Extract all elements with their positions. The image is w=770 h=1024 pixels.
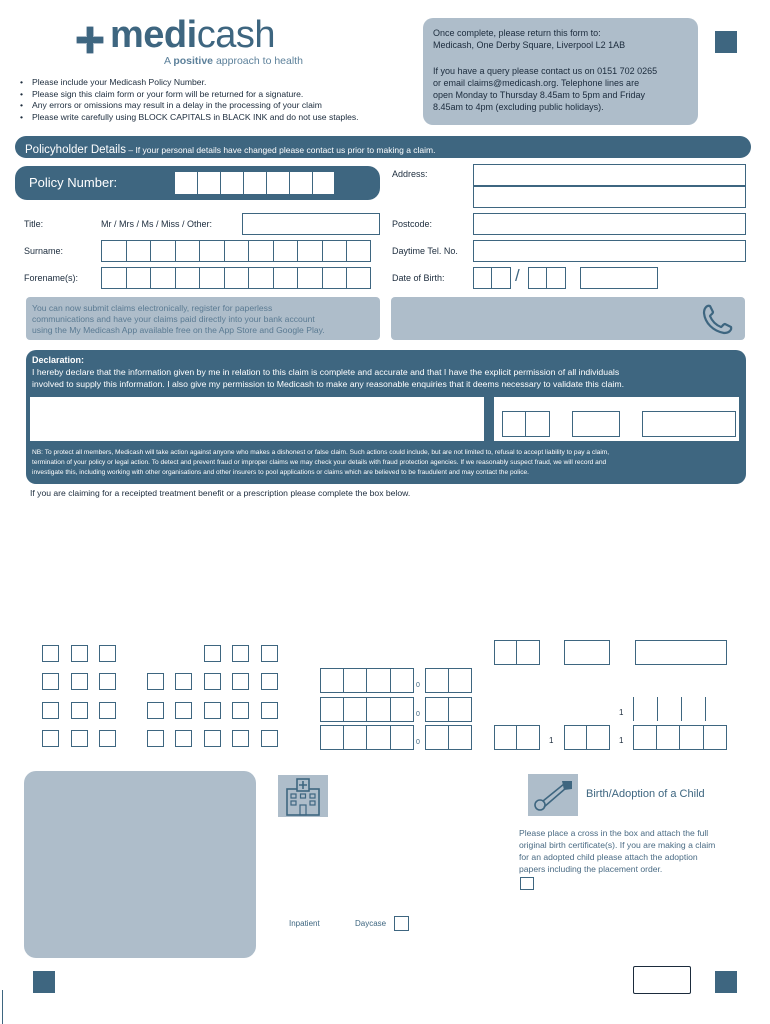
- address-input-line2[interactable]: [473, 186, 746, 208]
- treatment-checkbox[interactable]: [147, 730, 164, 747]
- row-date-month[interactable]: [564, 725, 610, 750]
- treatment-checkbox[interactable]: [175, 702, 192, 719]
- dob-year-input[interactable]: [580, 267, 658, 289]
- amount-pence-input[interactable]: [425, 668, 472, 693]
- postcode-input[interactable]: [473, 213, 746, 235]
- safety-pin-icon: [528, 774, 578, 816]
- brand-name-bold: medi: [110, 14, 197, 56]
- treatment-checkbox[interactable]: [261, 702, 278, 719]
- treatment-checkbox[interactable]: [99, 673, 116, 690]
- divider-line: [681, 697, 682, 721]
- dob-label: Date of Birth:: [392, 273, 445, 283]
- treatment-checkbox[interactable]: [261, 730, 278, 747]
- treatment-checkbox[interactable]: [204, 702, 221, 719]
- address-input-line1[interactable]: [473, 164, 746, 186]
- surname-label: Surname:: [24, 246, 64, 256]
- treatment-checkbox[interactable]: [232, 702, 249, 719]
- treatment-checkbox[interactable]: [204, 673, 221, 690]
- address-label: Address:: [392, 169, 428, 179]
- treatment-checkbox[interactable]: [175, 673, 192, 690]
- instruction-item: • Please include your Medicash Policy Number.: [20, 77, 359, 89]
- amount-input[interactable]: [320, 668, 414, 693]
- declaration-text: I hereby declare that the information given by me in relation to this claim is complete and accurate and that I have the explicit permission of all individuals: [32, 367, 620, 377]
- declaration-heading: Declaration:: [32, 355, 85, 365]
- title-options: Mr / Mrs / Ms / Miss / Other:: [101, 219, 212, 229]
- forenames-label: Forename(s):: [24, 273, 79, 283]
- amount-digit: 0: [416, 682, 420, 689]
- brand-name-light: cash: [196, 14, 275, 56]
- return-info-line: If you have a query please contact us on 0151 702 0265: [433, 66, 658, 76]
- corner-marker-bottom-left: [33, 971, 55, 993]
- treatment-checkbox[interactable]: [71, 645, 88, 662]
- treatment-checkbox[interactable]: [99, 645, 116, 662]
- fraud-notice-text: NB: To protect all members, Medicash will take action against anyone who makes a dishonest or false claim. Such actions could include, but are not limited to, refusal to accept liability to pay a claim,: [32, 449, 610, 456]
- instruction-item: • Please sign this claim form or your form will be returned for a signature.: [20, 89, 359, 101]
- amount-digit: 0: [416, 711, 420, 718]
- signature-input[interactable]: [30, 397, 484, 441]
- summary-panel: [24, 771, 256, 958]
- title-other-input[interactable]: [242, 213, 380, 235]
- treatment-checkbox[interactable]: [42, 673, 59, 690]
- birth-adoption-text: original birth certificate(s). If you are making a claim: [519, 840, 716, 850]
- corner-marker-bottom-right: [715, 971, 737, 993]
- treatment-checkbox[interactable]: [42, 702, 59, 719]
- brand-wordmark: [110, 14, 275, 57]
- divider-line: [705, 697, 706, 721]
- policy-number-label: Policy Number:: [29, 175, 118, 190]
- birth-adoption-text: Please place a cross in the box and attach the full: [519, 828, 709, 838]
- brand-tagline: A positive approach to health: [164, 55, 303, 67]
- treatment-checkbox[interactable]: [99, 730, 116, 747]
- treatment-checkbox[interactable]: [99, 702, 116, 719]
- medicash-logo: [74, 14, 314, 70]
- receipted-treatment-note: If you are claiming for a receipted treatment benefit or a prescription please complete the box below.: [30, 488, 411, 498]
- declaration-date-year[interactable]: [642, 411, 736, 437]
- surname-input[interactable]: [101, 240, 371, 262]
- treatment-checkbox[interactable]: [147, 673, 164, 690]
- policyholder-heading: Policyholder Details: [25, 144, 126, 156]
- treatment-checkbox[interactable]: [175, 730, 192, 747]
- policy-number-input[interactable]: [174, 171, 335, 195]
- corner-marker-top-right: [715, 31, 737, 53]
- policyholder-subheading: – If your personal details have changed please contact us prior to making a claim.: [126, 145, 436, 155]
- title-label: Title:: [24, 219, 44, 229]
- treatment-checkbox[interactable]: [204, 730, 221, 747]
- instruction-item: • Any errors or omissions may result in a delay in the processing of your claim: [20, 100, 359, 112]
- instruction-item: • Please write carefully using BLOCK CAPITALS in BLACK INK and do not use staples.: [20, 112, 359, 124]
- treatment-date-day[interactable]: [494, 640, 540, 665]
- forenames-input[interactable]: [101, 267, 371, 289]
- plus-icon: [76, 26, 104, 54]
- row-digit: 1: [619, 736, 624, 745]
- policyholder-header-bar: [15, 136, 751, 158]
- birth-adoption-text: papers including the placement order.: [519, 864, 663, 874]
- treatment-checkbox[interactable]: [71, 702, 88, 719]
- daytime-tel-label: Daytime Tel. No.: [392, 246, 458, 256]
- edge-line: [2, 990, 3, 1024]
- policy-number-panel: [15, 166, 380, 200]
- fraud-notice-text: termination of your policy or legal action. To detect and prevent fraud or improper claims we may check your details with fraud protection agencies. If we reasonably suspect fraud, we will record and: [32, 459, 607, 466]
- birth-adoption-text: for an adopted child please attach the adoption: [519, 852, 698, 862]
- return-info-line: 8.45am to 4pm (excluding public holidays).: [433, 102, 604, 112]
- daycase-checkbox[interactable]: [394, 916, 409, 931]
- treatment-checkbox[interactable]: [261, 673, 278, 690]
- amount-digit: 0: [416, 739, 420, 746]
- dob-month-input[interactable]: [528, 267, 566, 289]
- return-info-line: or email claims@medicash.org. Telephone lines are: [433, 78, 640, 88]
- return-info-line: Medicash, One Derby Square, Liverpool L2 1AB: [433, 40, 626, 50]
- return-info-panel: [423, 18, 698, 125]
- row-date-year[interactable]: [633, 725, 727, 750]
- treatment-checkbox[interactable]: [232, 730, 249, 747]
- birth-adoption-title: Birth/Adoption of a Child: [586, 788, 705, 800]
- treatment-checkbox[interactable]: [232, 673, 249, 690]
- treatment-checkbox[interactable]: [42, 645, 59, 662]
- treatment-checkbox[interactable]: [204, 645, 221, 662]
- row-date-day[interactable]: [494, 725, 540, 750]
- amount-input[interactable]: [320, 725, 414, 750]
- declaration-panel: [26, 350, 746, 484]
- treatment-checkbox[interactable]: [261, 645, 278, 662]
- divider-line: [633, 697, 634, 721]
- dob-separator: /: [515, 266, 520, 285]
- return-info-line: Once complete, please return this form to:: [433, 28, 601, 38]
- telephone-panel: [391, 297, 745, 340]
- treatment-checkbox[interactable]: [71, 730, 88, 747]
- treatment-checkbox[interactable]: [42, 730, 59, 747]
- treatment-date-month[interactable]: [564, 640, 610, 665]
- inpatient-label: Inpatient: [289, 919, 320, 928]
- declaration-date-month[interactable]: [572, 411, 620, 437]
- fraud-notice-text: investigate this, including working with other organisations and other insurers to pool applications or claims which are believed to be fraudulent and may contact the police.: [32, 469, 530, 476]
- amount-pence-input[interactable]: [425, 697, 472, 722]
- treatment-checkbox[interactable]: [232, 645, 249, 662]
- phone-icon: [697, 301, 735, 337]
- return-info-line: open Monday to Thursday 8.45am to 5pm and Friday: [433, 90, 645, 100]
- page-code-box: [633, 966, 691, 994]
- row-digit: 1: [619, 708, 624, 717]
- row-digit: 1: [549, 736, 554, 745]
- hospital-icon: [278, 775, 328, 817]
- postcode-label: Postcode:: [392, 219, 433, 229]
- declaration-text: involved to supply this information. I also give my permission to Medicash to make any reasonable enquiries that it deems necessary to validate this claim.: [32, 379, 625, 389]
- amount-pence-input[interactable]: [425, 725, 472, 750]
- dob-day-input[interactable]: [473, 267, 511, 289]
- treatment-checkbox[interactable]: [71, 673, 88, 690]
- daycase-label: Daycase: [355, 919, 387, 928]
- instructions-list: [20, 77, 359, 123]
- amount-input[interactable]: [320, 697, 414, 722]
- electronic-claims-notice: You can now submit claims electronically, register for paperless communications and have your claims paid directly into your bank account using the My Medicash App available free on the App Store and Google Play.: [26, 297, 380, 340]
- divider-line: [657, 697, 658, 721]
- birth-adoption-checkbox[interactable]: [520, 877, 534, 890]
- daytime-tel-input[interactable]: [473, 240, 746, 262]
- treatment-checkbox[interactable]: [147, 702, 164, 719]
- declaration-date-area: [494, 397, 739, 441]
- treatment-date-year[interactable]: [635, 640, 727, 665]
- declaration-date-day[interactable]: [502, 411, 550, 437]
